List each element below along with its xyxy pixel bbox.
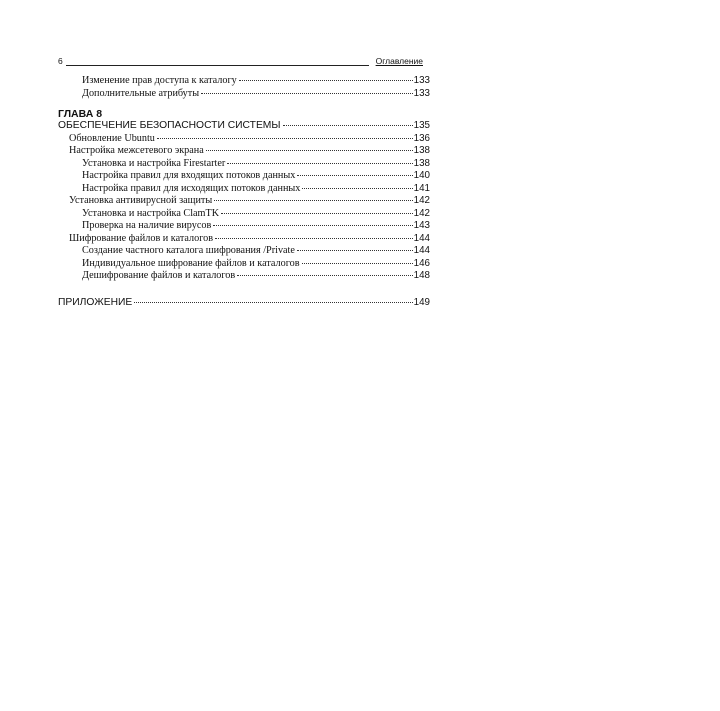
toc-entry[interactable] [58,133,430,146]
header-rule [66,65,369,66]
leader-dots [283,125,413,126]
leader-dots [297,250,413,251]
toc-entry-title: Настройка правил для входящих потоков данных [82,170,296,181]
toc-entry[interactable] [58,208,430,221]
toc-entry-title: Дешифрование файлов и каталогов [82,270,236,281]
toc-entry-title: Настройка правил для исходящих потоков данных [82,182,301,194]
toc-entry-page: 144 [413,232,430,244]
toc-entry[interactable] [58,158,430,171]
appendix-title: ПРИЛОЖЕНИЕ [58,296,133,308]
toc-entry-title: Индивидуальное шифрование файлов и каталогов [82,257,300,269]
toc-entry-title: Обновление Ubuntu [69,132,155,144]
leader-dots [297,175,412,176]
toc-entry-page: 141 [413,182,430,194]
leader-dots [214,200,412,201]
toc-entry[interactable] [58,195,430,208]
toc-entry-page: 136 [413,132,430,144]
leader-dots [227,163,412,164]
toc-entry[interactable] [58,183,430,196]
toc-entry-page: 142 [413,195,430,206]
toc-entry[interactable] [58,145,430,158]
toc-entry-page: 144 [413,245,430,256]
leader-dots [213,225,412,226]
page-number: 6 [58,56,63,66]
toc-entry-page: 143 [413,220,430,231]
toc-entry-title: Изменение прав доступа к каталогу [82,75,237,86]
toc-entry[interactable] [58,75,430,88]
leader-dots [239,80,413,81]
chapter-title: ОБЕСПЕЧЕНИЕ БЕЗОПАСНОСТИ СИСТЕМЫ [58,120,281,131]
toc-entry[interactable] [58,258,430,271]
appendix-page: 149 [413,296,430,308]
toc-entry-page: 148 [413,270,430,281]
toc-entry-title: Дополнительные атрибуты [82,87,200,99]
toc-entry-title: Настройка межсетевого экрана [69,145,204,156]
leader-dots [206,150,413,151]
toc-entry-title: Установка антивирусной защиты [69,195,213,206]
toc-entry[interactable] [58,245,430,258]
toc-entry[interactable] [58,270,430,283]
toc-entry[interactable] [58,233,430,246]
leader-dots [237,275,412,276]
chapter-label: ГЛАВА 8 [58,108,103,120]
toc-entry-title: Проверка на наличие вирусов [82,220,212,231]
leader-dots [221,213,413,214]
leader-dots [215,238,413,239]
appendix-entry[interactable] [58,297,430,310]
toc-entry-page: 140 [413,170,430,181]
leader-dots [134,302,412,303]
toc-entry-page: 142 [413,207,430,219]
toc-entry-page: 133 [413,87,430,99]
leader-dots [302,263,413,264]
leader-dots [302,188,412,189]
page-header [58,56,423,68]
chapter-page: 135 [413,120,430,131]
leader-dots [157,138,413,139]
toc-entry-page: 146 [413,257,430,269]
chapter-entry[interactable] [58,120,430,133]
toc-entry-page: 138 [413,145,430,156]
table-of-contents [58,75,430,309]
toc-entry-page: 133 [413,75,430,86]
toc-entry-title: Установка и настройка Firestarter [82,157,226,169]
toc-entry[interactable] [58,170,430,183]
toc-entry[interactable] [58,220,430,233]
toc-entry-title: Установка и настройка ClamTK [82,207,220,219]
section-title: Оглавление [375,56,423,66]
toc-entry-page: 138 [413,157,430,169]
toc-entry-title: Шифрование файлов и каталогов [69,232,214,244]
toc-entry[interactable] [58,88,430,101]
toc-entry-title: Создание частного каталога шифрования /Private [82,245,295,256]
leader-dots [201,93,413,94]
